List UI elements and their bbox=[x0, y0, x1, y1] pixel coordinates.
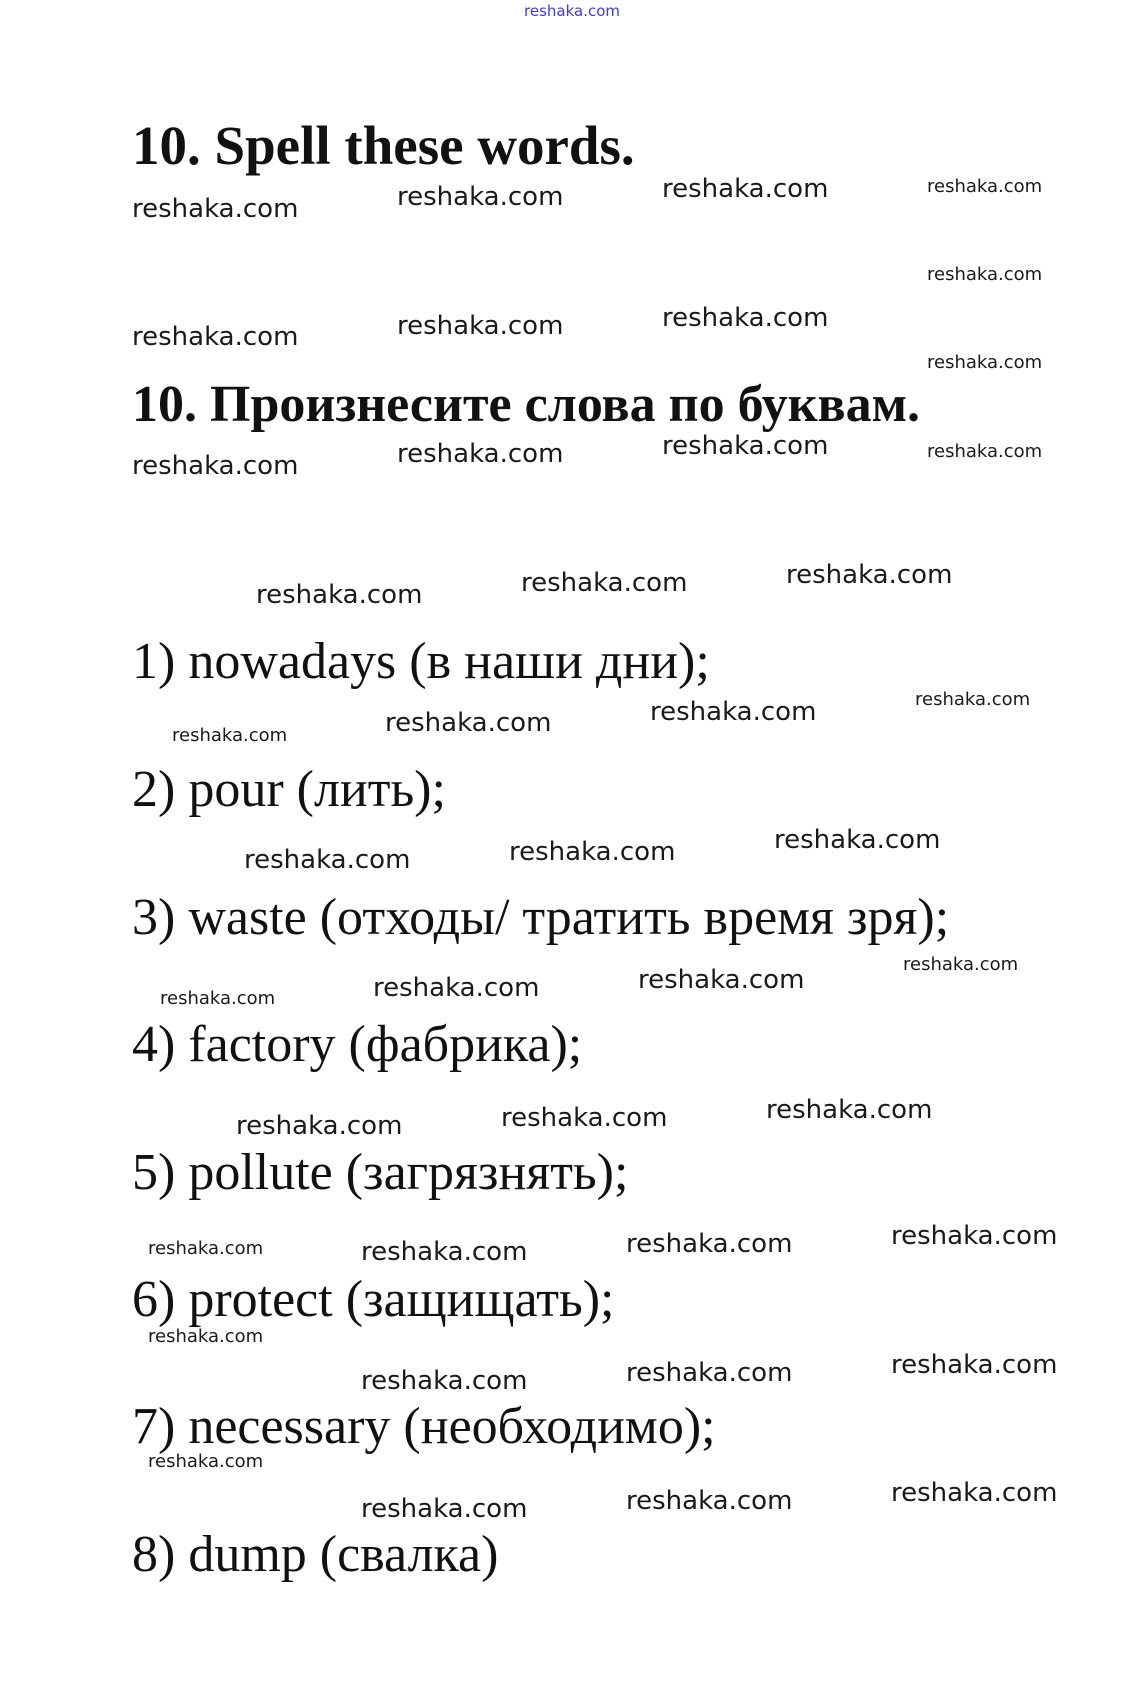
watermark: reshaka.com bbox=[915, 689, 1031, 710]
watermark: reshaka.com bbox=[891, 1478, 1058, 1508]
watermark: reshaka.com bbox=[766, 1095, 933, 1125]
watermark: reshaka.com bbox=[361, 1237, 528, 1267]
answer-item: 6) protect (защищать); bbox=[132, 1271, 615, 1328]
header-watermark: reshaka.com bbox=[524, 2, 620, 20]
watermark: reshaka.com bbox=[626, 1358, 793, 1388]
task-title-english: 10. Spell these words. bbox=[132, 115, 635, 176]
answer-item: 2) pour (лить); bbox=[132, 761, 446, 818]
watermark: reshaka.com bbox=[132, 194, 299, 224]
watermark: reshaka.com bbox=[148, 1326, 264, 1347]
watermark: reshaka.com bbox=[891, 1350, 1058, 1380]
answer-item: 1) nowadays (в наши дни); bbox=[132, 633, 710, 690]
watermark: reshaka.com bbox=[774, 825, 941, 855]
watermark: reshaka.com bbox=[891, 1221, 1058, 1251]
answer-item: 7) necessary (необходимо); bbox=[132, 1398, 716, 1455]
answer-item: 5) pollute (загрязнять); bbox=[132, 1144, 629, 1201]
watermark: reshaka.com bbox=[927, 264, 1043, 285]
watermark: reshaka.com bbox=[927, 441, 1043, 462]
watermark: reshaka.com bbox=[662, 431, 829, 461]
watermark: reshaka.com bbox=[244, 845, 411, 875]
watermark: reshaka.com bbox=[132, 451, 299, 481]
watermark: reshaka.com bbox=[650, 697, 817, 727]
watermark: reshaka.com bbox=[385, 708, 552, 738]
watermark: reshaka.com bbox=[927, 352, 1043, 373]
watermark: reshaka.com bbox=[662, 174, 829, 204]
watermark: reshaka.com bbox=[521, 568, 688, 598]
watermark: reshaka.com bbox=[148, 1238, 264, 1259]
watermark: reshaka.com bbox=[361, 1494, 528, 1524]
watermark: reshaka.com bbox=[626, 1486, 793, 1516]
watermark: reshaka.com bbox=[626, 1229, 793, 1259]
watermark: reshaka.com bbox=[638, 965, 805, 995]
watermark: reshaka.com bbox=[903, 954, 1019, 975]
watermark: reshaka.com bbox=[397, 311, 564, 341]
answer-item: 4) factory (фабрика); bbox=[132, 1016, 583, 1073]
watermark: reshaka.com bbox=[236, 1111, 403, 1141]
watermark: reshaka.com bbox=[256, 580, 423, 610]
answer-item: 8) dump (свалка) bbox=[132, 1526, 499, 1583]
watermark: reshaka.com bbox=[148, 1451, 264, 1472]
watermark: reshaka.com bbox=[160, 988, 276, 1009]
watermark: reshaka.com bbox=[373, 973, 540, 1003]
watermark: reshaka.com bbox=[172, 725, 288, 746]
watermark: reshaka.com bbox=[397, 182, 564, 212]
watermark: reshaka.com bbox=[927, 176, 1043, 197]
watermark: reshaka.com bbox=[397, 439, 564, 469]
watermark: reshaka.com bbox=[501, 1103, 668, 1133]
answer-item: 3) waste (отходы/ тратить время зря); bbox=[132, 889, 950, 946]
watermark: reshaka.com bbox=[509, 837, 676, 867]
watermark: reshaka.com bbox=[361, 1366, 528, 1396]
task-title-russian: 10. Произнесите слова по буквам. bbox=[132, 376, 921, 433]
watermark: reshaka.com bbox=[786, 560, 953, 590]
watermark: reshaka.com bbox=[132, 322, 299, 352]
watermark: reshaka.com bbox=[662, 303, 829, 333]
